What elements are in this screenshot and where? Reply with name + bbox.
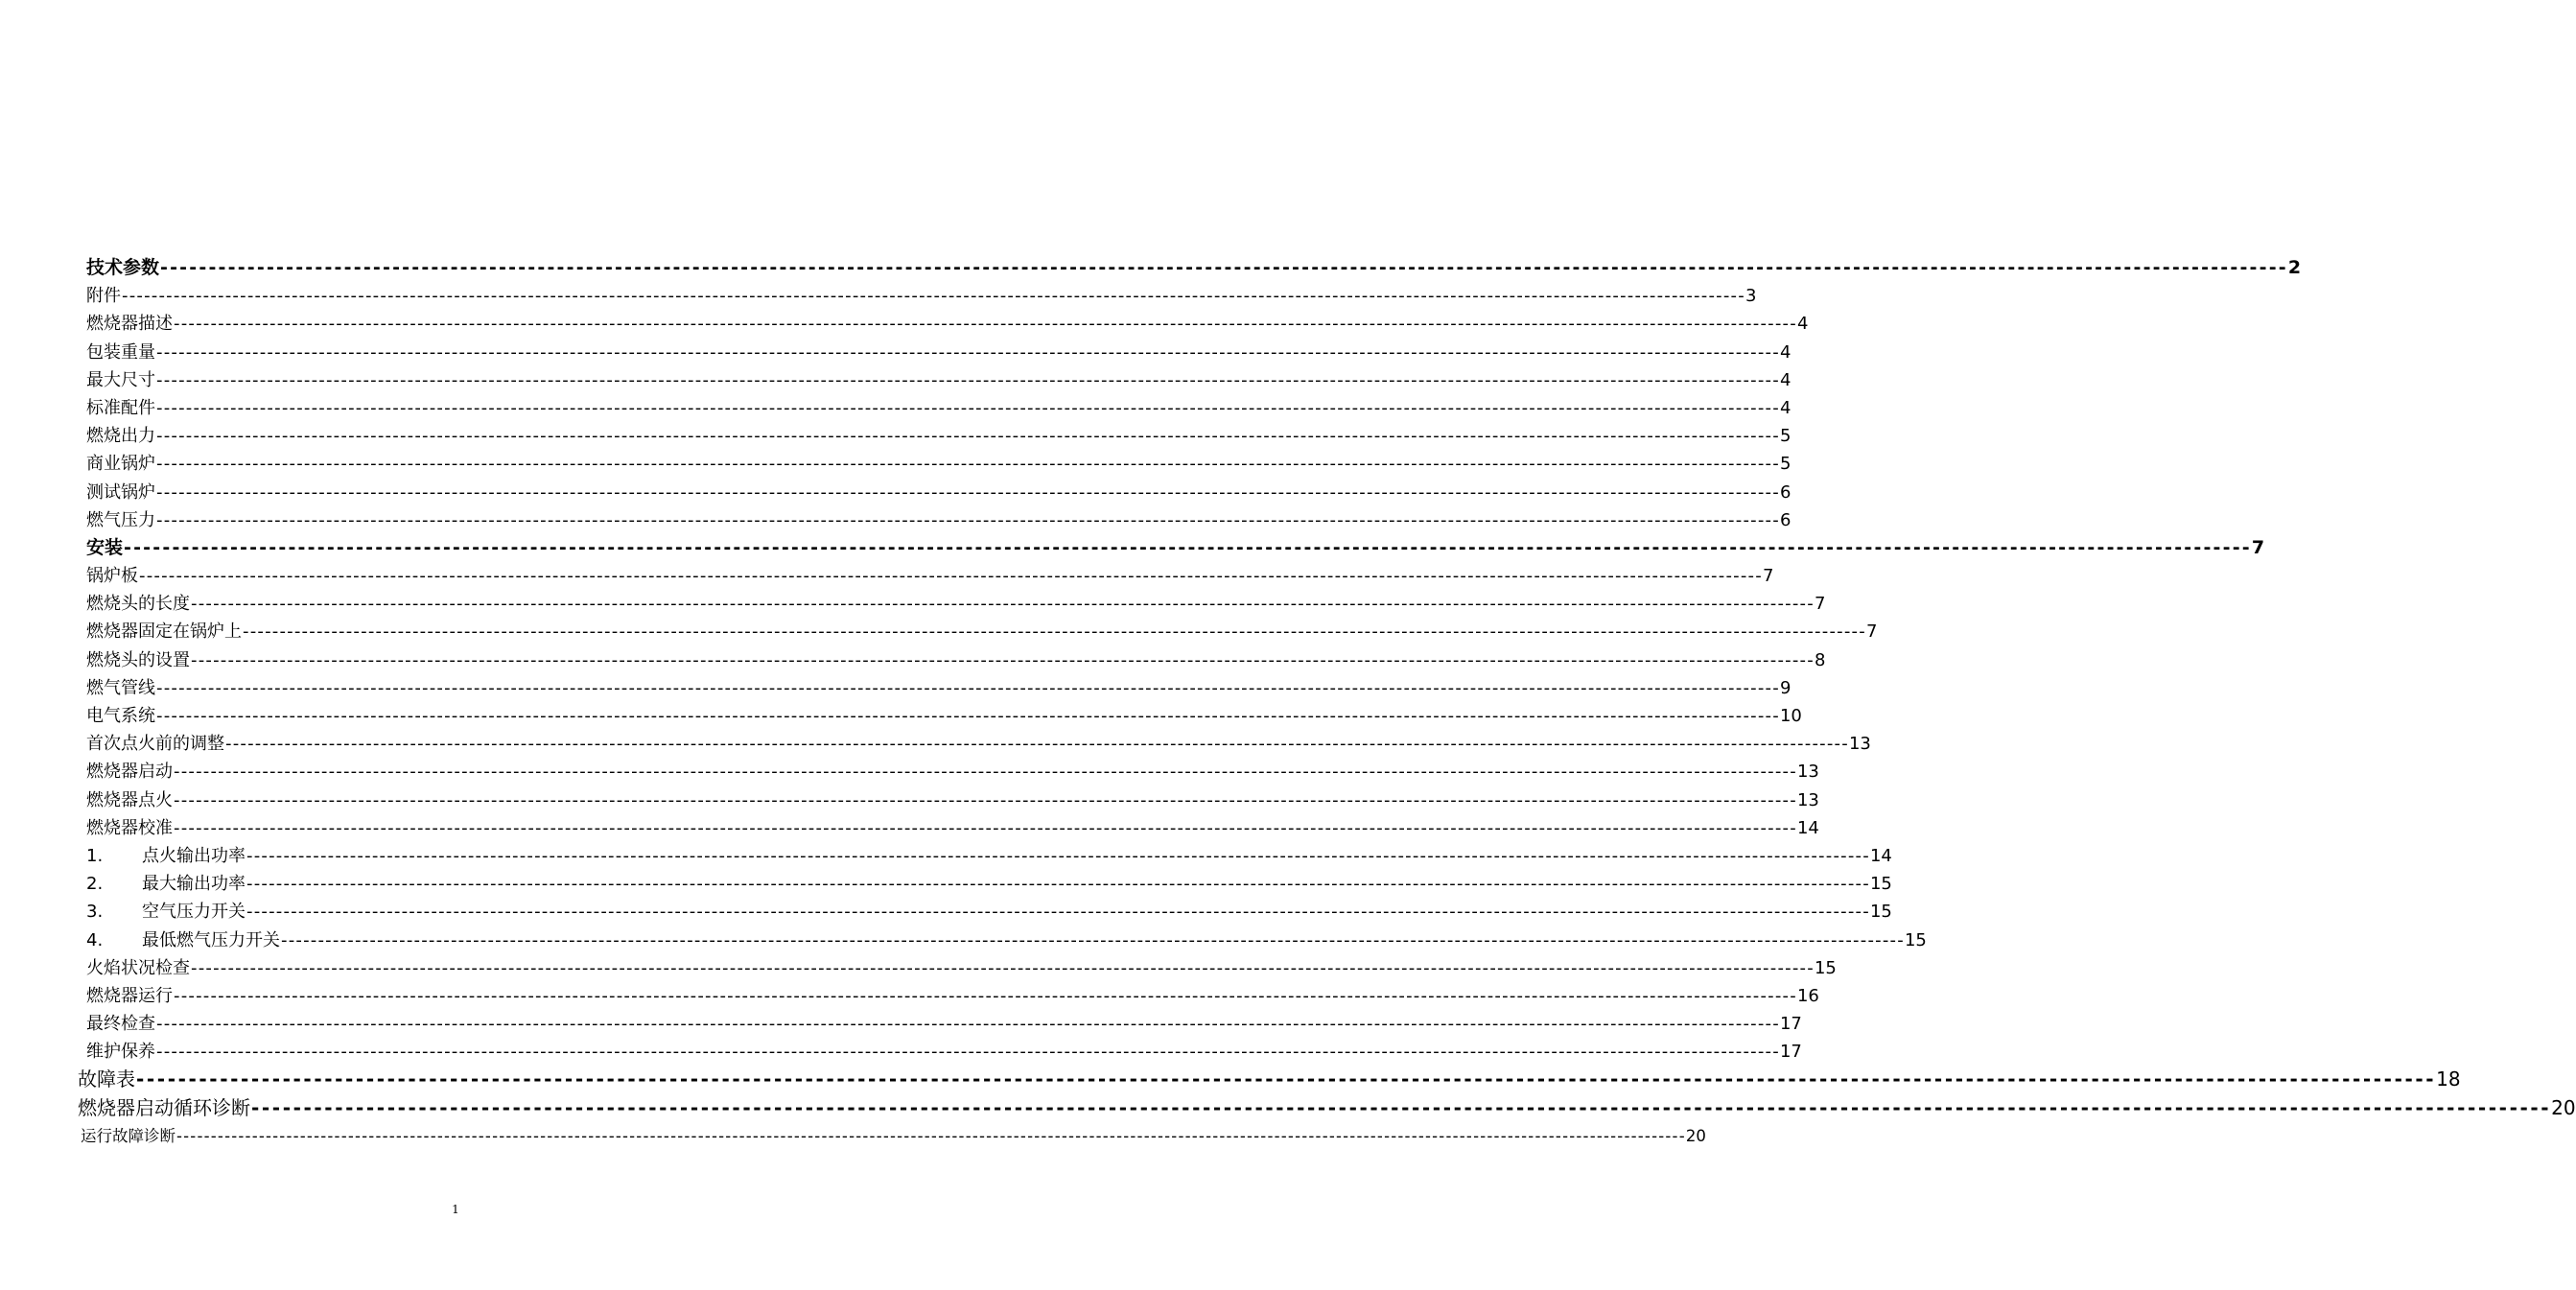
toc-entry-title: 锅炉板: [86, 566, 138, 587]
toc-entry-page: 15: [1869, 902, 1892, 923]
toc-dot-leader: ----------------------------------------------------------------------------------------------------------------------------------------------------------------------------------------------------------------------------: [156, 509, 1780, 530]
toc-entry-page: 6: [1779, 509, 1791, 530]
toc-entry-title: 燃烧器描述: [86, 314, 173, 335]
toc-entry-title: 燃烧器点火: [86, 789, 173, 810]
toc-entry-title: 点火输出功率: [142, 845, 246, 866]
toc-entry-title: 技术参数: [86, 257, 160, 278]
toc-dot-leader: ----------------------------------------------------------------------------------------------------------------------------------------------------------------------------------------------------------------------------: [156, 454, 1780, 475]
toc-entry[interactable]: [0, 394, 1791, 422]
toc-entry-page: 3: [1745, 286, 1757, 307]
toc-entry[interactable]: [0, 618, 1878, 645]
toc-entry-page: 5: [1779, 426, 1791, 447]
toc-entry-title: 燃烧器校准: [86, 817, 173, 838]
toc-dot-leader: ----------------------------------------------------------------------------------------------------------------------------------------------------------------------------------------------------------------------------: [156, 1042, 1780, 1063]
toc-entry[interactable]: [0, 339, 1791, 366]
toc-entry[interactable]: [0, 422, 1791, 450]
toc-dot-leader: ----------------------------------------------------------------------------------------------------------------------------------------------------------------------------------------------------------------------------: [225, 734, 1849, 755]
toc-dot-leader: ----------------------------------------------------------------------------------------------------------------------------------------------------------------------------------------------------------------------------: [156, 369, 1780, 390]
toc-entry-title: 电气系统: [86, 706, 155, 726]
toc-entry[interactable]: [0, 982, 1819, 1010]
toc-entry-title: 故障表: [78, 1067, 135, 1091]
toc-entry-title: 燃烧器启动: [86, 762, 173, 783]
toc-entry[interactable]: [0, 366, 1791, 394]
toc-entry[interactable]: [0, 282, 1757, 310]
toc-entry-page: 4: [1779, 341, 1791, 363]
toc-entry[interactable]: [0, 1066, 2461, 1093]
toc-entry[interactable]: [0, 674, 1791, 702]
toc-entry-title: 燃烧头的长度: [86, 594, 190, 615]
toc-dot-leader: ----------------------------------------------------------------------------------------------------------------------------------------------------------------------------------------------------------------------------: [139, 566, 1763, 587]
toc-entry-title: 最低燃气压力开关: [142, 929, 280, 950]
toc-entry[interactable]: [0, 646, 1826, 674]
toc-entry[interactable]: [0, 870, 1892, 898]
toc-dot-leader: ----------------------------------------------------------------------------------------------------------------------------------------------------------------------------------------------------------------------------: [122, 286, 1745, 307]
toc-dot-leader: ----------------------------------------------------------------------------------------------------------------------------------------------------------------------------------------------------------------------------: [156, 426, 1780, 447]
toc-entry-page: 17: [1779, 1042, 1802, 1063]
toc-entry-page: 7: [1865, 622, 1878, 643]
toc-entry-page: 4: [1796, 314, 1809, 335]
toc-entry-title: 燃烧器固定在锅炉上: [86, 622, 242, 643]
toc-dot-leader: ----------------------------------------------------------------------------------------------------------------------------------------------------------------------------------------------------------------------------: [174, 762, 1797, 783]
toc-dot-leader: ----------------------------------------------------------------------------------------------------------------------------------------------------------------------------------------------------------------------------: [160, 257, 2288, 278]
toc-entry[interactable]: [0, 450, 1791, 478]
toc-entry[interactable]: [0, 730, 1871, 758]
toc-dot-leader: ----------------------------------------------------------------------------------------------------------------------------------------------------------------------------------------------------------------------------: [156, 1014, 1780, 1035]
toc-dot-leader: ----------------------------------------------------------------------------------------------------------------------------------------------------------------------------------------------------------------------------: [156, 397, 1780, 418]
toc-dot-leader: ----------------------------------------------------------------------------------------------------------------------------------------------------------------------------------------------------------------------------: [156, 481, 1780, 503]
toc-dot-leader: ----------------------------------------------------------------------------------------------------------------------------------------------------------------------------------------------------------------------------: [246, 845, 1870, 866]
toc-entry-title: 安装: [86, 536, 124, 558]
toc-entry[interactable]: [0, 758, 1819, 786]
toc-dot-leader: ----------------------------------------------------------------------------------------------------------------------------------------------------------------------------------------------------------------------------: [174, 817, 1797, 838]
toc-entry-title: 运行故障诊断: [81, 1126, 176, 1145]
toc-entry[interactable]: [0, 898, 1892, 926]
toc-entry-page: 15: [1904, 929, 1927, 950]
toc-entry-page: 20: [2551, 1095, 2576, 1119]
toc-entry-title: 燃烧器启动循环诊断: [78, 1095, 250, 1119]
toc-entry-page: 13: [1796, 762, 1819, 783]
toc-entry-page: 4: [1779, 369, 1791, 390]
toc-entry[interactable]: [0, 926, 1927, 954]
toc-entry[interactable]: [0, 702, 1802, 730]
toc-entry-page: 6: [1779, 481, 1791, 503]
toc-entry-page: 10: [1779, 706, 1802, 726]
toc-entry-page: 7: [1814, 594, 1826, 615]
toc-entry[interactable]: [0, 1038, 1802, 1066]
toc-entry[interactable]: [0, 842, 1892, 870]
toc-entry-number: 4.: [86, 929, 104, 950]
toc-entry-title: 测试锅炉: [86, 481, 155, 503]
toc-entry-page: 5: [1779, 454, 1791, 475]
toc-dot-leader: ----------------------------------------------------------------------------------------------------------------------------------------------------------------------------------------------------------------------------: [174, 314, 1797, 335]
toc-entry-title: 燃气压力: [86, 509, 155, 530]
toc-dot-leader: ----------------------------------------------------------------------------------------------------------------------------------------------------------------------------------------------------------------------------: [156, 341, 1780, 363]
toc-dot-leader: ----------------------------------------------------------------------------------------------------------------------------------------------------------------------------------------------------------------------------: [191, 594, 1815, 615]
toc-entry-title: 最大尺寸: [86, 369, 155, 390]
toc-dot-leader: ----------------------------------------------------------------------------------------------------------------------------------------------------------------------------------------------------------------------------: [246, 902, 1870, 923]
toc-entry-page: 16: [1796, 985, 1819, 1006]
toc-entry-page: 7: [1762, 566, 1774, 587]
toc-entry-page: 13: [1796, 789, 1819, 810]
toc-entry-page: 17: [1779, 1014, 1802, 1035]
toc-entry-page: 15: [1814, 957, 1837, 978]
toc-entry[interactable]: [0, 1010, 1802, 1038]
toc-entry-title: 燃烧器运行: [86, 985, 173, 1006]
toc-entry-title: 燃烧头的设置: [86, 649, 190, 670]
toc-dot-leader: ----------------------------------------------------------------------------------------------------------------------------------------------------------------------------------------------------------------------------: [174, 789, 1797, 810]
toc-dot-leader: ----------------------------------------------------------------------------------------------------------------------------------------------------------------------------------------------------------------------------: [246, 874, 1870, 895]
toc-dot-leader: ----------------------------------------------------------------------------------------------------------------------------------------------------------------------------------------------------------------------------: [156, 706, 1780, 726]
toc-entry[interactable]: [0, 562, 1774, 590]
toc-entry-title: 商业锅炉: [86, 454, 155, 475]
toc-entry-page: 14: [1869, 845, 1892, 866]
toc-dot-leader: ----------------------------------------------------------------------------------------------------------------------------------------------------------------------------------------------------------------------------: [251, 1095, 2552, 1119]
toc-dot-leader: ----------------------------------------------------------------------------------------------------------------------------------------------------------------------------------------------------------------------------: [176, 1126, 1686, 1145]
toc-entry-number: 3.: [86, 902, 104, 923]
toc-dot-leader: ----------------------------------------------------------------------------------------------------------------------------------------------------------------------------------------------------------------------------: [156, 677, 1780, 698]
toc-entry[interactable]: [0, 506, 1791, 534]
page-number: 1: [452, 1203, 459, 1216]
toc-entry[interactable]: [0, 479, 1791, 506]
toc-entry[interactable]: [0, 534, 2265, 562]
toc-entry-title: 包装重量: [86, 341, 155, 363]
toc-entry-title: 燃烧出力: [86, 426, 155, 447]
toc-entry[interactable]: [0, 814, 1819, 842]
toc-entry-page: 20: [1685, 1126, 1706, 1145]
toc-dot-leader: ----------------------------------------------------------------------------------------------------------------------------------------------------------------------------------------------------------------------------: [124, 536, 2252, 558]
toc-dot-leader: ----------------------------------------------------------------------------------------------------------------------------------------------------------------------------------------------------------------------------: [281, 929, 1905, 950]
toc-entry[interactable]: [0, 310, 1809, 338]
toc-entry-title: 附件: [86, 286, 121, 307]
toc-dot-leader: ----------------------------------------------------------------------------------------------------------------------------------------------------------------------------------------------------------------------------: [243, 622, 1866, 643]
table-of-contents: [0, 254, 2576, 1150]
toc-entry-title: 火焰状况检查: [86, 957, 190, 978]
toc-entry-title: 燃气管线: [86, 677, 155, 698]
toc-entry-page: 7: [2251, 536, 2265, 558]
toc-entry-page: 9: [1779, 677, 1791, 698]
toc-entry-title: 维护保养: [86, 1042, 155, 1063]
toc-entry-page: 15: [1869, 874, 1892, 895]
toc-dot-leader: ----------------------------------------------------------------------------------------------------------------------------------------------------------------------------------------------------------------------------: [191, 957, 1815, 978]
toc-entry-page: 18: [2436, 1067, 2461, 1091]
toc-entry[interactable]: [0, 590, 1826, 618]
toc-entry-number: 1.: [86, 845, 104, 866]
toc-dot-leader: ----------------------------------------------------------------------------------------------------------------------------------------------------------------------------------------------------------------------------: [136, 1067, 2437, 1091]
toc-entry[interactable]: [0, 1122, 1706, 1150]
toc-entry-number: 2.: [86, 874, 104, 895]
toc-entry-title: 标准配件: [86, 397, 155, 418]
toc-entry-title: 空气压力开关: [142, 902, 246, 923]
toc-entry-title: 最大输出功率: [142, 874, 246, 895]
toc-entry-title: 最终检查: [86, 1014, 155, 1035]
toc-entry-page: 14: [1796, 817, 1819, 838]
toc-entry[interactable]: [0, 254, 2302, 282]
toc-entry-page: 13: [1848, 734, 1871, 755]
toc-entry-page: 4: [1779, 397, 1791, 418]
toc-entry-page: 8: [1814, 649, 1826, 670]
toc-dot-leader: ----------------------------------------------------------------------------------------------------------------------------------------------------------------------------------------------------------------------------: [174, 985, 1797, 1006]
toc-entry-title: 首次点火前的调整: [86, 734, 224, 755]
toc-dot-leader: ----------------------------------------------------------------------------------------------------------------------------------------------------------------------------------------------------------------------------: [191, 649, 1815, 670]
toc-entry-page: 2: [2287, 257, 2302, 278]
toc-entry[interactable]: [0, 1094, 2576, 1122]
toc-entry[interactable]: [0, 786, 1819, 814]
toc-entry[interactable]: [0, 954, 1837, 982]
